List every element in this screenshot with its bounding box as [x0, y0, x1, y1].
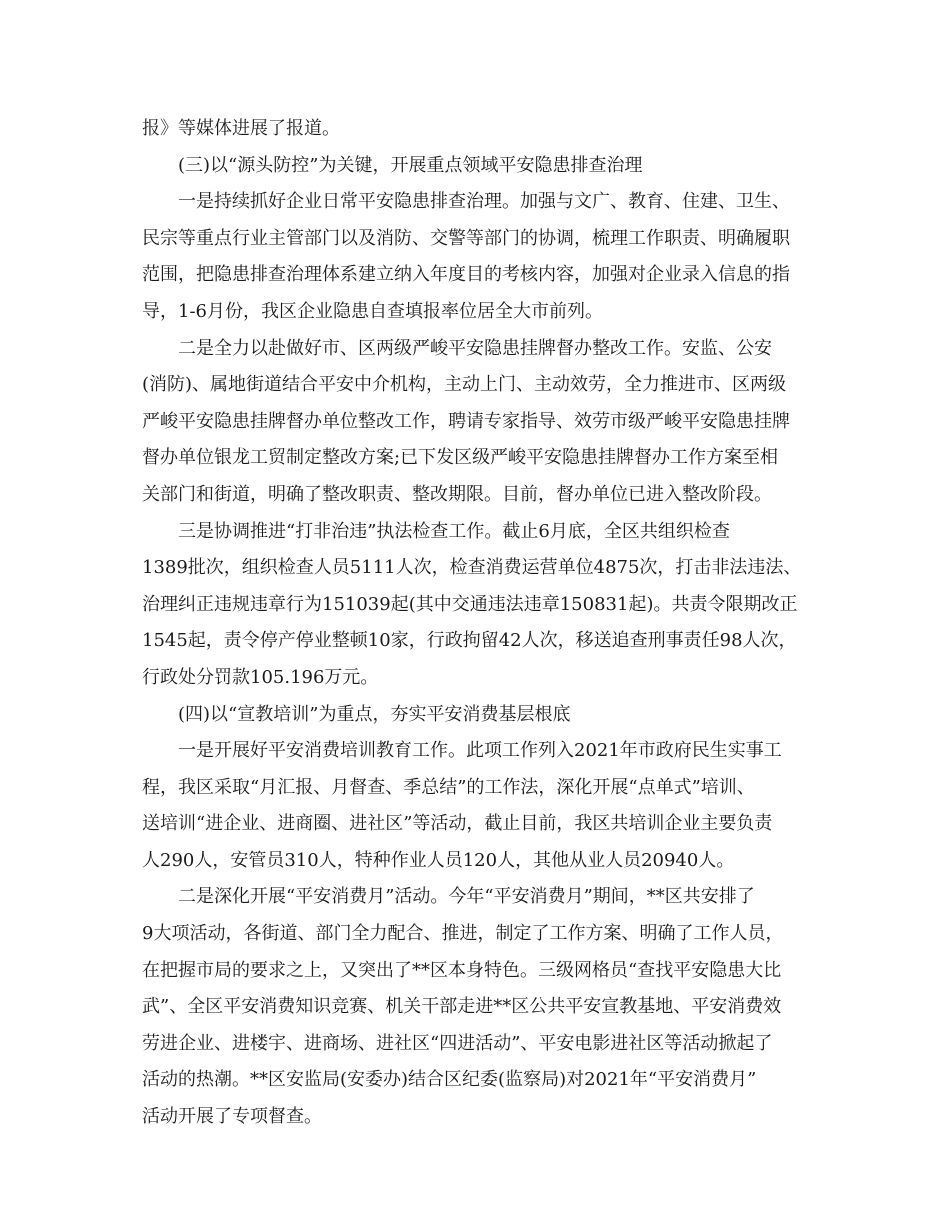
- section-heading-4: (四)以“宣教培训”为重点，夯实平安消费基层根底: [142, 703, 571, 725]
- paragraph-3: 一是持续抓好企业日常平安隐患排查治理。加强与文广、教育、住建、卫生、 民宗等重点行业主管部门以及消防、交警等部门的协调，梳理工作职责、明确履职 范围，把隐患排查治理体系建立纳入年度目的考核内容，加强对企业录入信息的指 导，1-6月份，我区企业隐患自查填报率位居全大市前列。: [142, 191, 790, 322]
- paragraph-1: 报》等媒体进展了报道。: [142, 118, 340, 139]
- document-page: [142, 111, 814, 1136]
- paragraph-5: 三是协调推进“打非治违”执法检查工作。截止6月底，全区共组织检查 1389批次，组织检查人员5111人次，检查消费运营单位4875次，打击非法违法、 治理纠正违规违章行为151039起(其中交通违法违章150831起)。共责令限期改正 1545起，责令停产停业整顿10家，行政拘留42人次，移送追查刑事责任98人次， 行政处分罚款105.196万元。: [142, 520, 802, 688]
- paragraph-4: 二是全力以赴做好市、区两级严峻平安隐患挂牌督办整改工作。安监、公安 (消防)、属地街道结合平安中介机构，主动上门、主动效劳，全力推进市、区两级 严峻平安隐患挂牌督办单位整改工作，聘请专家指导、效劳市级严峻平安隐患挂牌 督办单位银龙工贸制定整改方案;已下发区级严峻平安隐患挂牌督办工作方案至相 关部门和街道，明确了整改职责、整改期限。目前，督办单位已进入整改阶段。: [142, 337, 790, 505]
- paragraph-8: 二是深化开展“平安消费月”活动。今年“平安消费月”期间，**区共安排了 9大项活动，各街道、部门全力配合、推进，制定了工作方案、明确了工作人员， 在把握市局的要求之上，又突出了**区本身特色。三级网格员“查找平安隐患大比 武”、全区平安消费知识竞赛、机关干部走进**区公共平安宣教基地、平安消费效 劳进企业、进楼宇、进商场、进社区“四进活动”、平安电影进社区等活动掀起了 活动的热潮。**区安监局(安委办)结合区纪委(监察局)对2021年“平安消费月” 活动开展了专项督查。: [142, 886, 784, 1128]
- section-heading-3: (三)以“源头防控”为关键，开展重点领域平安隐患排查治理: [142, 154, 643, 176]
- paragraph-7: 一是开展好平安消费培训教育工作。此项工作列入2021年市政府民生实事工 程，我区采取“月汇报、月督查、季总结”的工作法，深化开展“点单式”培训、 送培训“进企业、进商圈、进社区”等活动，截止目前，我区共培训企业主要负责 人290人，安管员310人，特种作业人员120人，其他从业人员20940人。: [142, 740, 782, 871]
